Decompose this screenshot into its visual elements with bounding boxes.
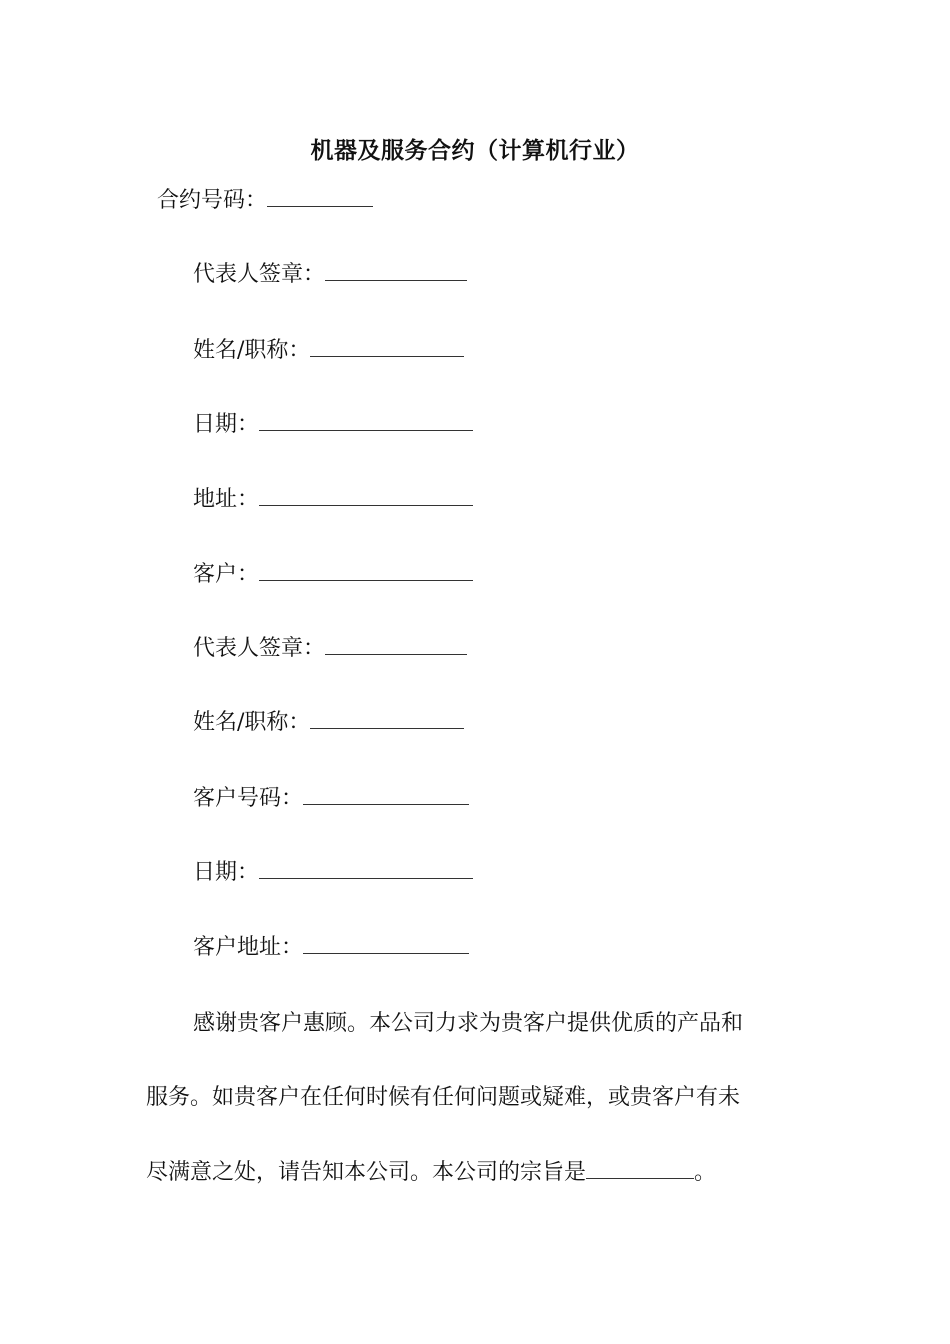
contract-number-field <box>157 184 373 218</box>
field-blank[interactable] <box>259 558 473 581</box>
contract-number-blank[interactable] <box>267 184 373 207</box>
field-representative-signature-2 <box>193 632 467 666</box>
field-label: 姓名/职称： <box>193 338 311 363</box>
field-label: 姓名/职称： <box>193 710 311 735</box>
field-name-title-1 <box>193 334 464 368</box>
field-address <box>193 483 473 517</box>
contract-number-label: 合约号码： <box>157 188 268 213</box>
field-name-title-2 <box>193 706 464 740</box>
field-representative-signature-1 <box>193 258 467 292</box>
field-date-2 <box>193 856 473 890</box>
intro-line-2: 服务。如贵客户在任何时候有任何问题或疑难，或贵客户有未 <box>146 1085 741 1110</box>
field-date-1 <box>193 408 473 442</box>
purpose-blank[interactable] <box>586 1156 694 1179</box>
field-label: 地址： <box>193 487 260 512</box>
intro-line-3-text: 尽满意之处，请告知本公司。本公司的宗旨是 <box>146 1160 587 1185</box>
field-label: 日期： <box>193 412 260 437</box>
field-blank[interactable] <box>259 408 473 431</box>
intro-line-3 <box>146 1156 716 1190</box>
field-blank[interactable] <box>303 782 469 805</box>
field-blank[interactable] <box>325 632 467 655</box>
field-label: 客户： <box>193 562 260 587</box>
field-label: 客户号码： <box>193 786 304 811</box>
intro-line-3-end: 。 <box>694 1160 717 1185</box>
intro-line-1: 感谢贵客户惠顾。本公司力求为贵客户提供优质的产品和 <box>193 1011 744 1036</box>
document-title: 机器及服务合约（计算机行业） <box>310 137 640 164</box>
field-customer <box>193 558 473 592</box>
field-customer-number <box>193 782 469 816</box>
field-label: 代表人签章： <box>193 636 326 661</box>
field-label: 客户地址： <box>193 935 304 960</box>
field-blank[interactable] <box>259 483 473 506</box>
field-blank[interactable] <box>310 706 464 729</box>
field-label: 代表人签章： <box>193 262 326 287</box>
field-blank[interactable] <box>259 856 473 879</box>
field-label: 日期： <box>193 860 260 885</box>
field-blank[interactable] <box>310 334 464 357</box>
field-customer-address <box>193 931 469 965</box>
field-blank[interactable] <box>325 258 467 281</box>
field-blank[interactable] <box>303 931 469 954</box>
